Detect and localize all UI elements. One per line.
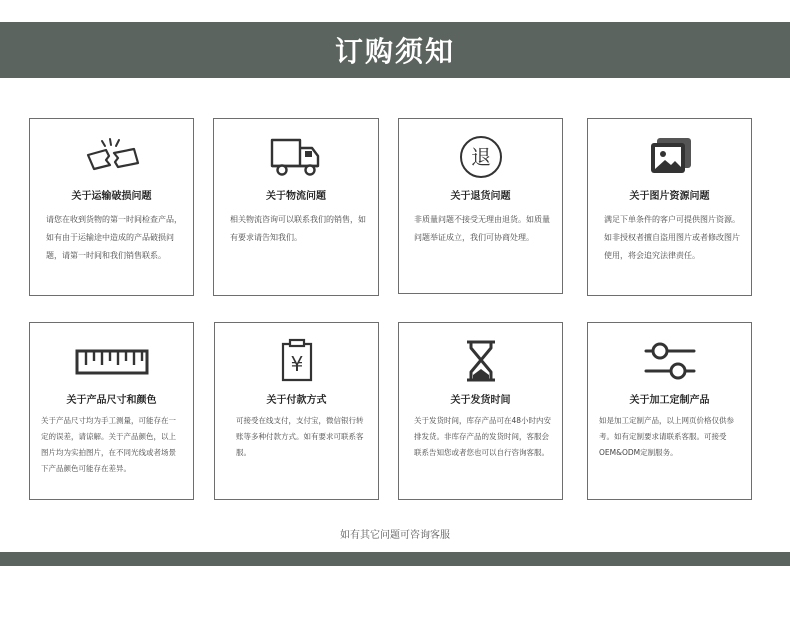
card-shipping-damage [29,118,194,296]
image-stack-icon [588,133,751,181]
yen-payment-icon [215,337,378,385]
card-title: 关于物流问题 [266,191,326,202]
header-band [0,22,790,78]
card-body: 满足下单条件的客户可提供图片资源。如非授权者擅自盗用图片或者修改图片使用，将会追究法律责任。 [604,215,740,260]
ruler-icon [30,337,193,385]
card-size-color [29,322,194,500]
svg-text:退: 退 [470,145,491,169]
sliders-icon [588,337,751,385]
card-custom-products [587,322,752,500]
card-shipping-time [398,322,563,500]
card-body: 关于产品尺寸均为手工测量，可能存在一定的误差，请谅解。关于产品颜色，以上图片均为实拍图片，在不同光线或者场景下产品颜色可能存在差异。 [41,416,176,473]
card-returns [398,118,563,294]
page-title: 订购须知 [334,35,455,68]
svg-text:¥: ¥ [290,352,303,376]
card-title: 关于发货时间 [450,395,511,406]
card-title: 关于产品尺寸和颜色 [66,395,157,406]
card-title: 关于运输破损问题 [71,191,152,202]
card-logistics [213,118,379,296]
card-payment [214,322,379,500]
hourglass-icon [399,337,562,385]
card-title: 关于加工定制产品 [629,395,710,406]
card-body: 可接受在线支付，支付宝，微信银行转账等多种付款方式。如有要求可联系客服。 [236,416,364,457]
card-title: 关于退货问题 [450,191,511,202]
card-body: 如是加工定制产品，以上网页价格仅供参考。如有定制要求请联系客服。可接受OEM&ODM定制服务。 [599,416,734,457]
card-body: 请您在收到货物的第一时间检查产品，如有由于运输途中造成的产品破损问题，请第一时间和我们销售联系。 [46,215,182,260]
truck-icon [214,133,378,181]
card-body: 非质量问题不接受无理由退货。如质量问题举证成立，我们可协商处理。 [414,215,550,242]
broken-ticket-icon [30,133,193,181]
footer-band [0,552,790,566]
card-body: 关于发货时间，库存产品可在48小时内安排发货。非库存产品的发货时间，客服会联系告知您或者您也可以自行咨询客服。 [414,416,552,457]
footer-note: 如有其它问题可咨询客服 [340,530,450,541]
return-circle-icon [399,133,562,181]
card-title: 关于图片资源问题 [629,191,710,202]
card-body: 相关物流咨询可以联系我们的销售，如有要求请告知我们。 [230,215,366,242]
card-image-resources [587,118,752,296]
card-title: 关于付款方式 [266,395,327,406]
